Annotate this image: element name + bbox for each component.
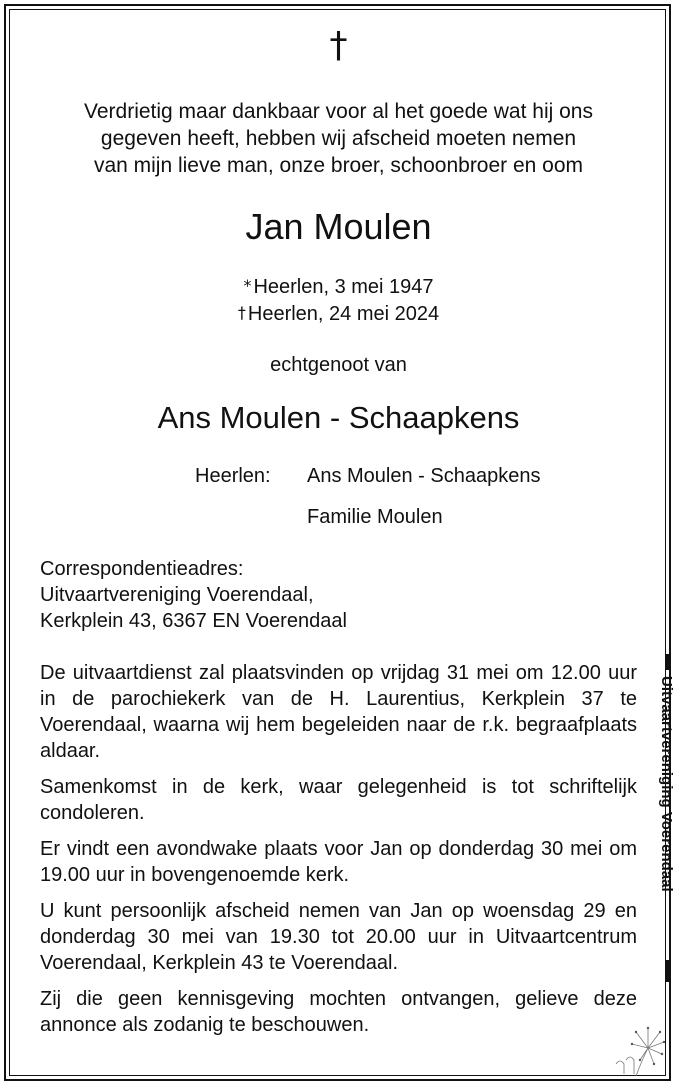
death-text: Heerlen, 24 mei 2024 [247, 303, 440, 325]
family-member: Ans Moulen - Schaapkens [307, 465, 541, 487]
intro-line: van mijn lieve man, onze broer, schoonbroer en oom [93, 154, 584, 177]
death-cross-icon: † [237, 303, 246, 322]
family-member: Familie Moulen [307, 506, 443, 528]
birth-star-icon: * [243, 276, 252, 295]
intro-text [40, 98, 637, 179]
life-dates [0, 273, 677, 327]
birth-text: Heerlen, 3 mei 1947 [253, 276, 434, 298]
spouse-label: echtgenoot van [270, 354, 407, 376]
correspondence-address [40, 556, 347, 634]
funeral-service-paragraph: De uitvaartdienst zal plaatsvinden op vrijdag 31 mei om 12.00 uur in de parochiekerk van de H. Laurentius, Kerkplein 37 te Voerendaal, waarna wij hem begeleiden naar de r.k. begraafplaats aldaar. [40, 662, 637, 762]
address-line: Uitvaartvereniging Voerendaal, [40, 584, 314, 606]
address-line: Kerkplein 43, 6367 EN Voerendaal [40, 610, 347, 632]
intro-line: Verdrietig maar dankbaar voor al het goede wat hij ons [84, 100, 593, 123]
funeral-org-label: Uitvaartvereniging Voerendaal [658, 676, 675, 892]
farewell-paragraph: U kunt persoonlijk afscheid nemen van Jan op woensdag 29 en donderdag 30 mei van 19.30 tot 20.00 uur in Uitvaartcentrum Voerendaal, Kerkplein 43 te Voerendaal. [40, 900, 637, 974]
birth-line [0, 273, 677, 300]
family-place: Heerlen: [195, 465, 271, 487]
spouse-name: Ans Moulen - Schaapkens [157, 400, 520, 435]
intro-line: gegeven heeft, hebben wij afscheid moeten nemen [100, 127, 577, 150]
gathering-paragraph: Samenkomst in de kerk, waar gelegenheid is tot schriftelijk condoleren. [40, 776, 637, 824]
death-line [0, 300, 677, 327]
cross-icon: † [329, 25, 348, 66]
vigil-paragraph: Er vindt een avondwake plaats voor Jan op donderdag 30 mei om 19.00 uur in bovengenoemde kerk. [40, 838, 637, 886]
notice-paragraph: Zij die geen kennisgeving mochten ontvangen, gelieve deze annonce als zodanig te beschouwen. [40, 988, 637, 1036]
side-bar-bottom [666, 960, 669, 982]
address-line: Correspondentieadres: [40, 558, 244, 580]
details-text [40, 660, 637, 1048]
deceased-name: Jan Moulen [245, 206, 432, 247]
dandelion-icon [612, 1020, 668, 1078]
side-bar-top [666, 654, 669, 670]
